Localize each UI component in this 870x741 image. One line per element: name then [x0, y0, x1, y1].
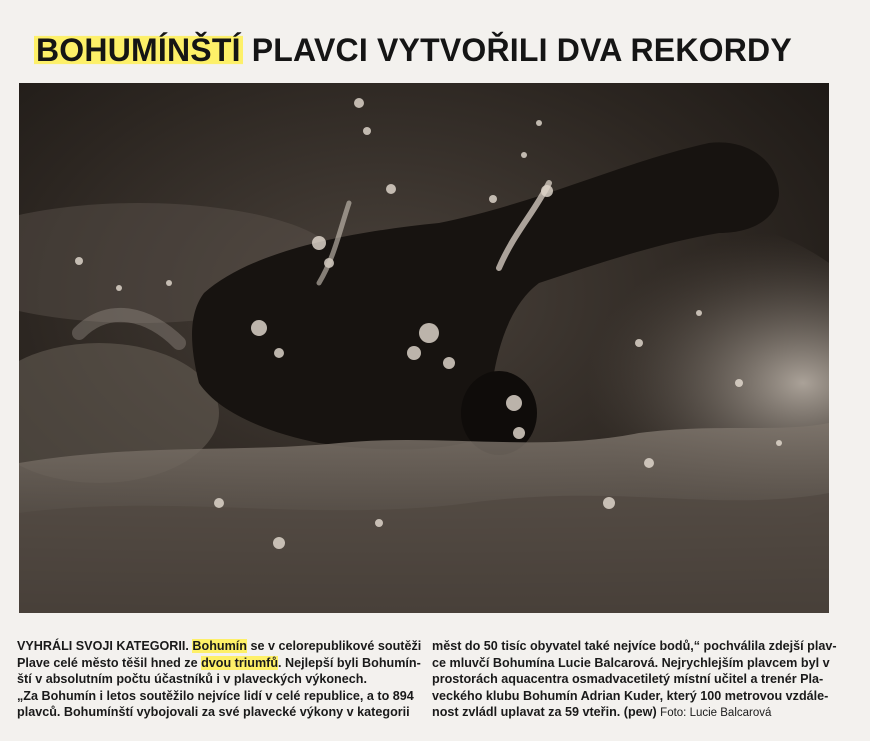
text-line: měst do 50 tisíc obyvatel také nejvíce bodů,“ pochválila zdejší plav-	[432, 639, 837, 653]
highlighted-text: dvou triumfů	[201, 655, 279, 670]
text-line: „Za Bohumín i letos soutěžilo nejvíce lidí v celé republice, a to 894	[17, 688, 414, 703]
photo-credit: Foto: Lucie Balcarová	[660, 707, 772, 720]
text-line: ští v absolutním počtu účastníků i v plaveckých výkonech.	[17, 672, 367, 687]
swimmer-photo	[19, 83, 829, 613]
text-fragment: nost zvládl uplavat za 59 vteřin.	[432, 705, 621, 720]
text-line: plavců. Bohumínští vybojovali za své plavecké výkony v kategorii	[17, 705, 410, 720]
text-fragment: Plave celé město těšil hned ze	[17, 655, 198, 670]
article-text-right-column	[432, 638, 837, 722]
highlighted-text: Bohumín	[192, 639, 247, 653]
text-line	[432, 704, 832, 722]
author-tag: (pew)	[623, 705, 657, 720]
lead-in: VYHRÁLI SVOJI KATEGORII.	[17, 639, 189, 653]
text-fragment: . Nejlepší byli Bohumín-	[278, 655, 421, 670]
text-line	[17, 655, 421, 672]
article-text-left-column	[17, 638, 422, 721]
text-line: veckého klubu Bohumín Adrian Kuder, který 100 metrovou vzdále-	[432, 688, 829, 703]
headline-highlighted-word: BOHUMÍNŠTÍ	[36, 32, 241, 68]
text-line	[17, 638, 422, 655]
text-line: ce mluvčí Bohumína Lucie Balcarová. Nejrychlejším plavcem byl v	[432, 655, 830, 670]
text-fragment: se v celorepublikové soutěži	[250, 639, 422, 653]
headline-rest: PLAVCI VYTVOŘILI DVA REKORDY	[251, 32, 792, 68]
text-line: prostorách aquacentra osmadvacetiletý místní učitel a trenér Pla-	[432, 672, 824, 687]
headline	[34, 30, 792, 70]
